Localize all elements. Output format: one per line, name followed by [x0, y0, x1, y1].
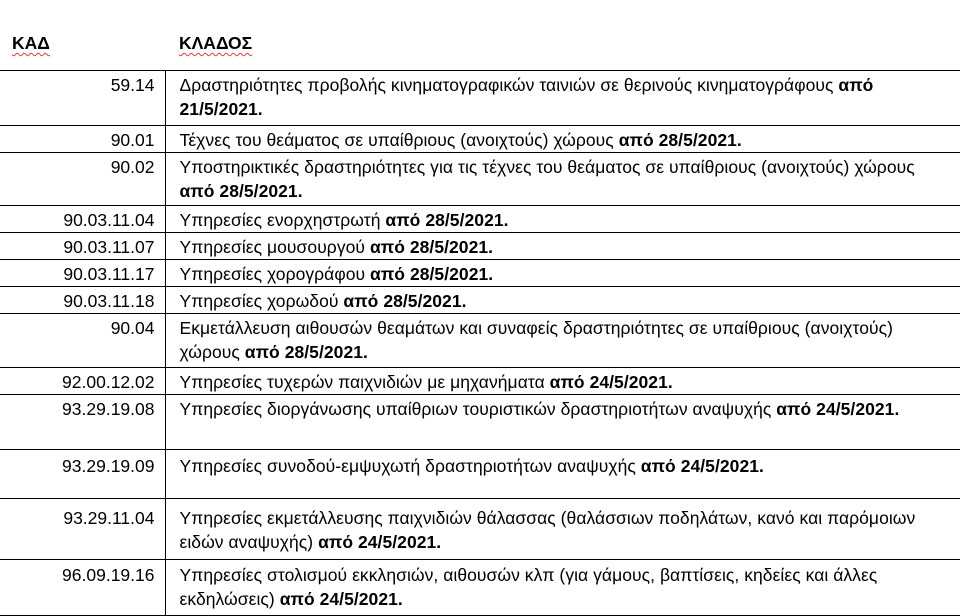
table-row — [0, 232, 960, 259]
table-header-row — [0, 0, 960, 70]
effective-date: από 24/5/2021. — [279, 588, 403, 609]
kad-code: 90.03.11.04 — [0, 205, 165, 232]
table-row — [0, 367, 960, 394]
header-code — [0, 0, 165, 70]
header-sector — [165, 0, 960, 70]
header-sector-label: ΚΛΑΔΟΣ — [179, 33, 253, 53]
effective-date: από 28/5/2021. — [618, 129, 742, 150]
description-text: Υπηρεσίες εκμετάλλευσης παιχνιδιών θάλασσας (θαλάσσιων ποδηλάτων, κανό και παρόμοιων ειδών αναψυχής) — [179, 507, 916, 552]
kad-code: 90.04 — [0, 313, 165, 367]
effective-date: από 28/5/2021. — [343, 290, 467, 311]
effective-date: από 24/5/2021. — [318, 531, 442, 552]
table-row — [0, 286, 960, 313]
sector-description — [165, 259, 960, 286]
description-text: Υπηρεσίες χορογράφου — [179, 263, 371, 284]
description-text: Υπηρεσίες τυχερών παιχνιδιών με μηχανήματα — [179, 371, 550, 392]
effective-date: από 28/5/2021. — [244, 341, 368, 362]
sector-description — [165, 559, 960, 615]
kad-code: 93.29.19.09 — [0, 449, 165, 498]
effective-date: από 24/5/2021. — [640, 455, 764, 476]
description-text: Υπηρεσίες στολισμού εκκλησιών, αιθουσών κλπ (για γάμους, βαπτίσεις, κηδείες και άλλες εκδηλώσεις) — [179, 564, 878, 609]
description-text: Τέχνες του θεάματος σε υπαίθριους (ανοιχτούς) χώρους — [179, 129, 619, 150]
sector-description — [165, 205, 960, 232]
effective-date: από 28/5/2021. — [370, 263, 494, 284]
kad-code: 90.03.11.17 — [0, 259, 165, 286]
table-row — [0, 559, 960, 615]
kad-code: 90.03.11.07 — [0, 232, 165, 259]
kad-code: 90.01 — [0, 125, 165, 152]
kad-code: 90.03.11.18 — [0, 286, 165, 313]
table-row — [0, 125, 960, 152]
table-row — [0, 313, 960, 367]
effective-date: από 28/5/2021. — [369, 236, 494, 257]
description-text: Υπηρεσίες διοργάνωσης υπαίθριων τουριστικών δραστηριοτήτων αναψυχής — [179, 398, 777, 419]
table-row — [0, 70, 960, 125]
table-row — [0, 205, 960, 232]
kad-code: 92.00.12.02 — [0, 367, 165, 394]
sector-description — [165, 125, 960, 152]
sector-description — [165, 152, 960, 205]
kad-code: 90.02 — [0, 152, 165, 205]
table-row — [0, 259, 960, 286]
sector-description — [165, 449, 960, 498]
header-code-label: ΚΑΔ — [12, 33, 50, 53]
table-row — [0, 394, 960, 449]
kad-code: 93.29.11.04 — [0, 498, 165, 559]
effective-date: από 24/5/2021. — [549, 371, 673, 392]
effective-date: από 21/5/2021. — [179, 74, 874, 119]
description-text: Υπηρεσίες ενορχηστρωτή — [179, 209, 386, 230]
sector-description — [165, 313, 960, 367]
description-text: Δραστηριότητες προβολής κινηματογραφικών ταινιών σε θερινούς κινηματογράφους — [179, 74, 839, 95]
sector-description — [165, 394, 960, 449]
kad-code: 59.14 — [0, 70, 165, 125]
description-text: Υπηρεσίες συνοδού-εμψυχωτή δραστηριοτήτων αναψυχής — [179, 455, 641, 476]
description-text: Εκμετάλλευση αιθουσών θεαμάτων και συναφείς δραστηριότητες σε υπαίθριους (ανοιχτούς) χώρους — [179, 317, 893, 362]
effective-date: από 28/5/2021. — [385, 209, 509, 230]
table-row — [0, 152, 960, 205]
description-text: Υπηρεσίες μουσουργού — [179, 236, 370, 257]
description-text: Υπηρεσίες χορωδού — [179, 290, 344, 311]
sector-description — [165, 498, 960, 559]
sector-description — [165, 367, 960, 394]
sector-description — [165, 70, 960, 125]
effective-date: από 28/5/2021. — [179, 180, 303, 201]
kad-code: 96.09.19.16 — [0, 559, 165, 615]
description-text: Υποστηρικτικές δραστηριότητες για τις τέχνες του θεάματος σε υπαίθριους (ανοιχτούς) χώρους — [179, 156, 915, 177]
table-row — [0, 498, 960, 559]
table-row — [0, 449, 960, 498]
sector-description — [165, 286, 960, 313]
effective-date: από 24/5/2021. — [776, 398, 900, 419]
sector-description — [165, 232, 960, 259]
kad-code: 93.29.19.08 — [0, 394, 165, 449]
